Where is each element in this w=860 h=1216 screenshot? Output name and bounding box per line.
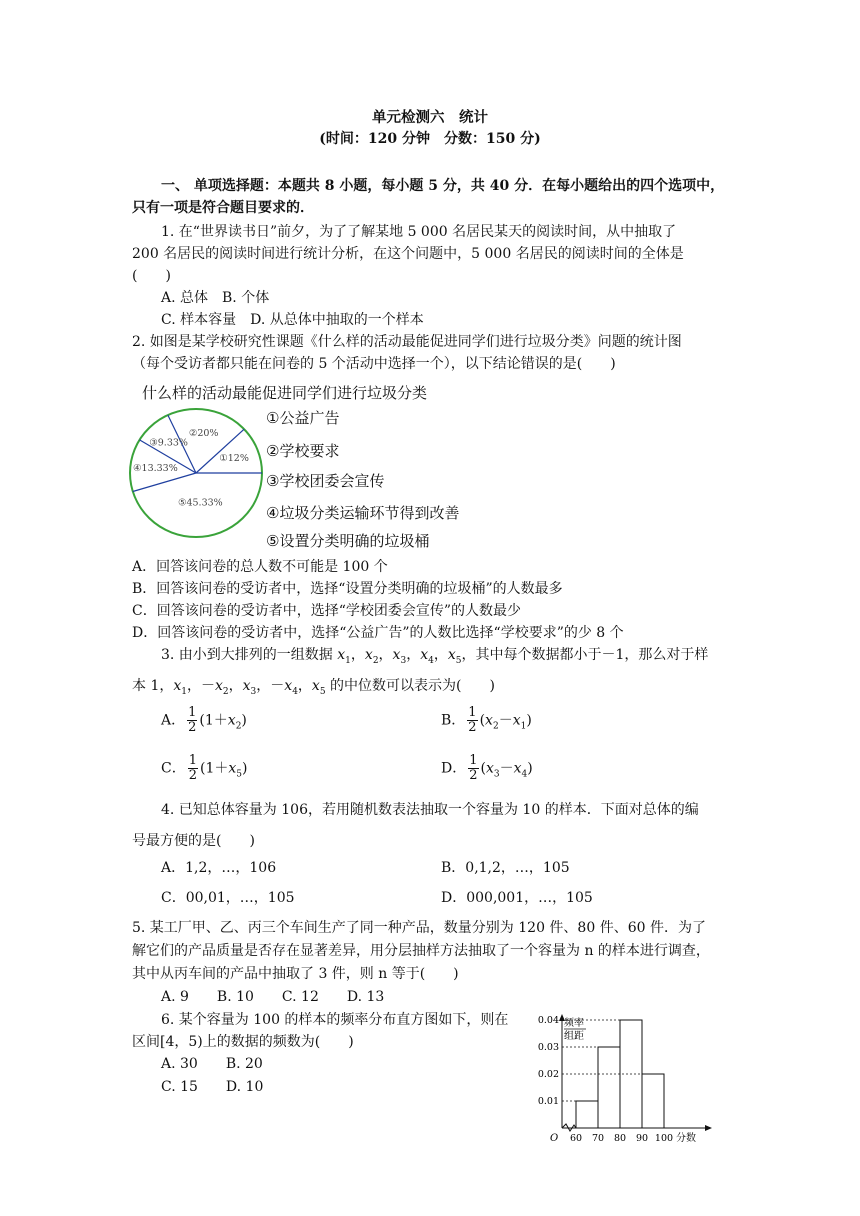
pie-legend-item-3: ③学校团委会宣传 [266,472,385,490]
q5-line1: 5. 某工厂甲、乙、丙三个车间生产了同一种产品，数量分别为 120 件、80 件、60 件．为了 [132,920,706,936]
pie-slice-label-4: ④13.33% [133,462,178,474]
q3-option-c: C． $\frac{1}{2}$ $(1+x_5)$ [161,753,248,783]
section-heading-line2: 只有一项是符合题目要求的． [132,200,314,216]
q2-line2: （每个受访者都只能在问卷的 5 个活动中选择一个），以下结论错误的是( ) [132,356,616,372]
q6-options-cd: C. 15 D. 10 [161,1079,264,1095]
pie-slice-boundary-5 [133,473,196,491]
q2-option-a: A．回答该问卷的总人数不可能是 100 个 [132,559,388,575]
section-heading-line1: 一、 单项选择题：本题共 8 小题，每小题 5 分，共 40 分．在每小题给出的四个选项中， [161,178,725,194]
q3-option-a: A． $\frac{1}{2}$ $(1+x_2)$ [161,705,247,735]
x-unit-label: 分数 [676,1133,696,1144]
x-tick-label-4: 90 [635,1133,649,1144]
pie-chart [126,400,266,550]
q5-line3: 其中从丙车间的产品中抽取了 3 件，则 n 等于( ) [132,966,459,982]
pie-chart-title: 什么样的活动最能促进同学们进行垃圾分类 [142,384,428,402]
q3-line1: 3. 由小到大排列的一组数据 $x_1$，$x_2$，$x_3$，$x_4$，$x_5$，其中每个数据都小于－1，那么对于样 [161,647,709,666]
q4-option-b: B．0,1,2，…，105 [441,860,570,876]
pie-legend-item-2: ②学校要求 [266,442,340,460]
q1-line1: 1. 在“世界读书日”前夕，为了了解某地 5 000 名居民某天的阅读时间，从中抽取了 [161,224,677,240]
origin-label: O [550,1133,559,1144]
pie-legend-item-4: ④垃圾分类运输环节得到改善 [266,504,460,522]
q4-option-a: A．1,2，…，106 [161,860,277,876]
q6-options-ab: A. 30 B. 20 [161,1056,263,1072]
q1-line2: 200 名居民的阅读时间进行统计分析，在这个问题中，5 000 名居民的阅读时间的全体是 [132,246,684,262]
y-tick-label-2: 0.02 [537,1069,559,1080]
q6-line2: 区间[4，5)上的数据的频数为( ) [132,1034,354,1050]
y-tick-label-3: 0.03 [537,1042,559,1053]
histogram-bar-4 [642,1074,664,1128]
pie-legend-item-5: ⑤设置分类明确的垃圾桶 [266,532,430,550]
q3-line2: 本 1，$x_1$，$-x_2$，$x_3$，$-x_4$，$x_5$ 的中位数可以表示为( ) [132,678,495,697]
x-tick-label-3: 80 [613,1133,627,1144]
histogram-bar-2 [598,1047,620,1128]
q2-option-b: B．回答该问卷的受访者中，选择“设置分类明确的垃圾桶”的人数最多 [132,581,563,597]
page-subtitle: (时间：120 分钟 分数：150 分) [319,131,541,147]
q5-line2: 解它们的产品质量是否存在显著差异，用分层抽样方法抽取了一个容量为 n 的样本进行调查， [132,943,710,959]
q2-option-c: C．回答该问卷的受访者中，选择“学校团委会宣传”的人数最少 [132,603,522,619]
pie-slice-label-1: ①12% [219,452,249,464]
q2-line1: 2. 如图是某学校研究性课题《什么样的活动最能促进同学们进行垃圾分类》问题的统计图 [132,334,682,350]
x-tick-label-2: 70 [591,1133,605,1144]
x-tick-label-5: 100 [654,1133,674,1144]
y-tick-label-1: 0.01 [537,1096,559,1107]
q4-line2: 号最方便的是( ) [132,833,255,849]
q4-option-d: D．000,001，…，105 [441,890,593,906]
y-label-bottom: 组距 [564,1031,584,1042]
histogram-chart [528,1010,718,1150]
q1-options-cd: C. 样本容量 D. 从总体中抽取的一个样本 [161,312,424,328]
q6-line1: 6. 某个容量为 100 的样本的频率分布直方图如下，则在 [161,1012,509,1028]
y-label-top: 频率 [564,1018,584,1029]
page-title: 单元检测六 统计 [372,109,488,126]
q3-option-b: B． $\frac{1}{2}$ $(x_2-x_1)$ [441,705,532,735]
x-axis-arrow [705,1125,712,1131]
pie-slice-label-2: ②20% [188,427,219,439]
q1-line3: ( ) [132,268,171,284]
pie-legend-item-1: ①公益广告 [266,409,340,427]
pie-slice-label-5: ⑤45.33% [177,497,223,509]
y-tick-label-4: 0.04 [537,1015,559,1026]
pie-slice-label-3: ③9.33% [149,437,188,449]
q4-option-c: C．00,01，…，105 [161,890,295,906]
q4-line1: 4. 已知总体容量为 106，若用随机数表法抽取一个容量为 10 的样本．下面对总体的编 [161,802,699,818]
q5-options: A. 9 B. 10 C. 12 D. 13 [161,989,385,1005]
x-tick-label-1: 60 [569,1133,583,1144]
q2-option-d: D．回答该问卷的受访者中，选择“公益广告”的人数比选择“学校要求”的少 8 个 [132,625,624,641]
q1-options-ab: A. 总体 B. 个体 [161,290,270,306]
q3-option-d: D． $\frac{1}{2}$ $(x_3-x_4)$ [441,753,533,783]
histogram-bar-1 [576,1101,598,1128]
